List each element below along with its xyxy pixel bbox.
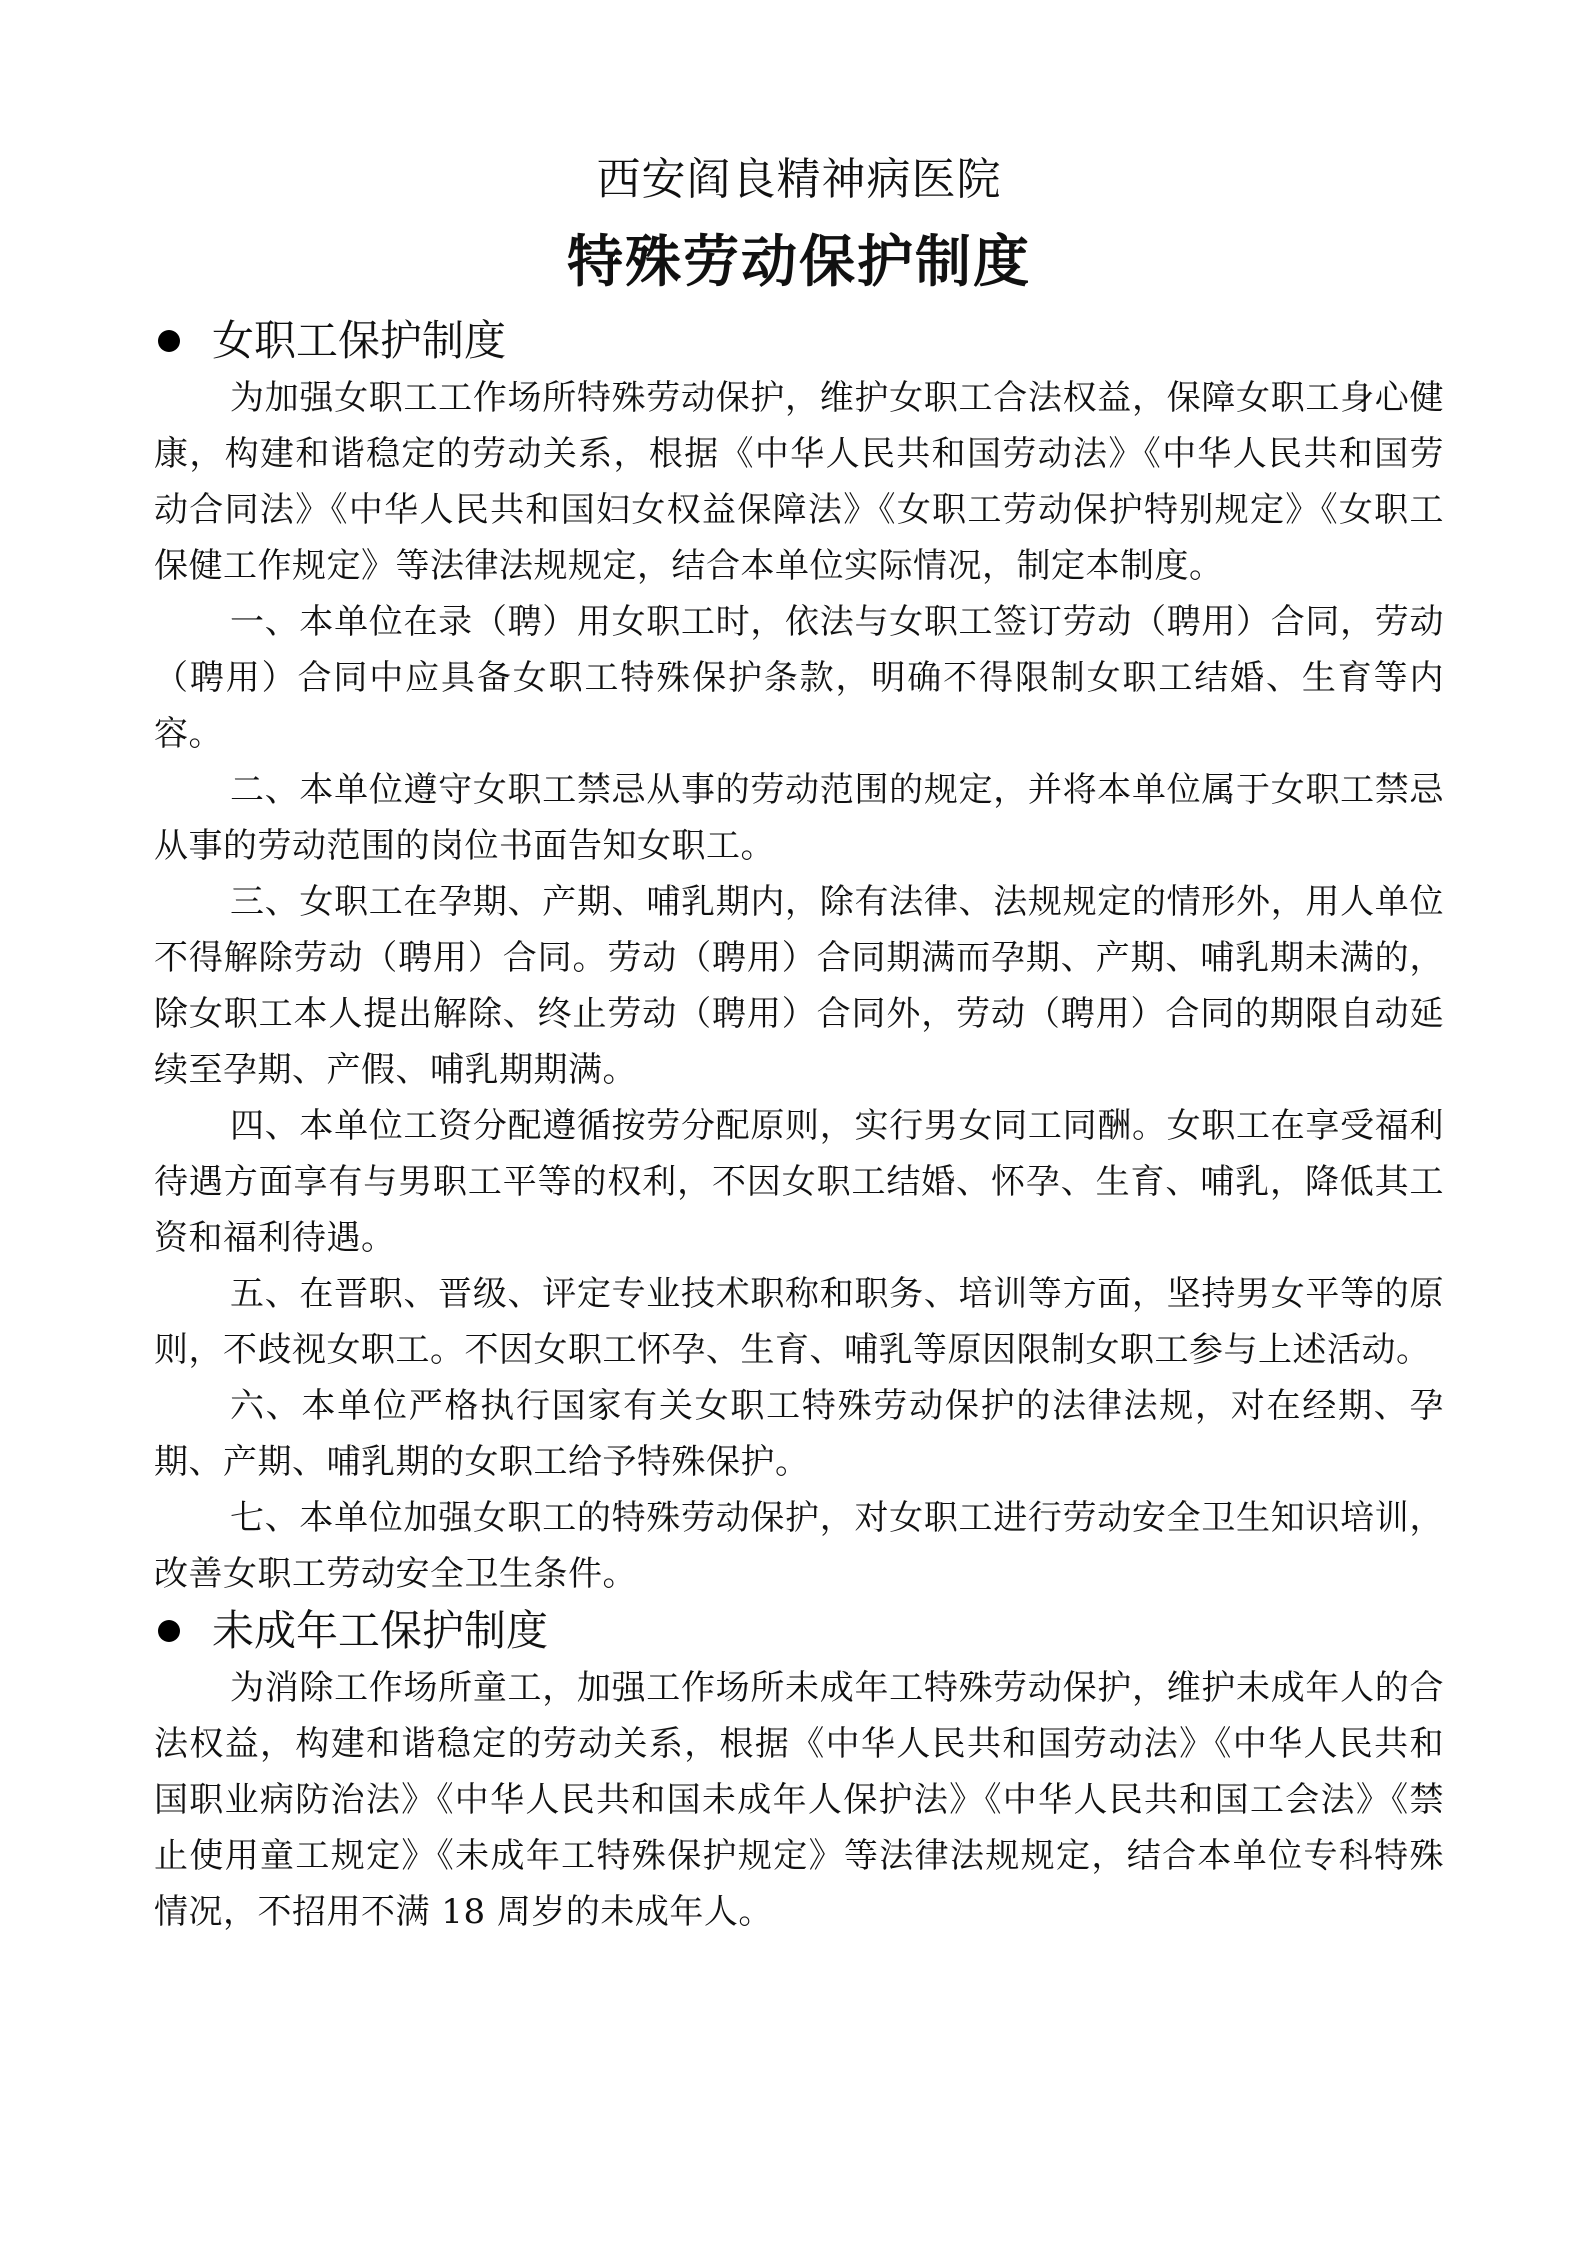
paragraph: 一、本单位在录（聘）用女职工时，依法与女职工签订劳动（聘用）合同，劳动（聘用）合同中应具备女职工特殊保护条款，明确不得限制女职工结婚、生育等内容。 xyxy=(154,602,1444,754)
paragraph: 七、本单位加强女职工的特殊劳动保护，对女职工进行劳动安全卫生知识培训，改善女职工劳动安全卫生条件。 xyxy=(154,1498,1444,1594)
section-heading-text: 未成年工保护制度 xyxy=(212,1606,549,1655)
paragraph: 为加强女职工工作场所特殊劳动保护，维护女职工合法权益，保障女职工身心健康，构建和谐稳定的劳动关系，根据《中华人民共和国劳动法》《中华人民共和国劳动合同法》《中华人民共和国妇女权益保障法》《女职工劳动保护特别规定》《女职工保健工作规定》等法律法规规定，结合本单位实际情况，制定本制度。 xyxy=(154,378,1444,586)
bullet-icon xyxy=(158,330,180,352)
document-title: 特殊劳动保护制度 xyxy=(567,229,1031,295)
paragraph: 五、在晋职、晋级、评定专业技术职称和职务、培训等方面，坚持男女平等的原则，不歧视女职工。不因女职工怀孕、生育、哺乳等原因限制女职工参与上述活动。 xyxy=(154,1274,1444,1370)
section-heading xyxy=(154,1602,1444,1660)
paragraph: 三、女职工在孕期、产期、哺乳期内，除有法律、法规规定的情形外，用人单位不得解除劳动（聘用）合同。劳动（聘用）合同期满而孕期、产期、哺乳期未满的，除女职工本人提出解除、终止劳动（聘用）合同外，劳动（聘用）合同的期限自动延续至孕期、产假、哺乳期期满。 xyxy=(154,882,1444,1090)
section-female-workers xyxy=(154,312,1444,1602)
bullet-icon xyxy=(158,1620,180,1642)
paragraph: 二、本单位遵守女职工禁忌从事的劳动范围的规定，并将本单位属于女职工禁忌从事的劳动范围的岗位书面告知女职工。 xyxy=(154,770,1444,866)
section-heading-text: 女职工保护制度 xyxy=(212,316,507,365)
section-heading xyxy=(154,312,1444,370)
section-minor-workers xyxy=(154,1602,1444,1940)
paragraph: 为消除工作场所童工，加强工作场所未成年工特殊劳动保护，维护未成年人的合法权益，构建和谐稳定的劳动关系，根据《中华人民共和国劳动法》《中华人民共和国职业病防治法》《中华人民共和国未成年人保护法》《中华人民共和国工会法》《禁止使用童工规定》《未成年工特殊保护规定》等法律法规规定，结合本单位专科特殊情况，不招用不满 18 周岁的未成年人。 xyxy=(154,1668,1444,1932)
paragraph: 四、本单位工资分配遵循按劳分配原则，实行男女同工同酬。女职工在享受福利待遇方面享有与男职工平等的权利，不因女职工结婚、怀孕、生育、哺乳，降低其工资和福利待遇。 xyxy=(154,1106,1444,1258)
paragraph: 六、本单位严格执行国家有关女职工特殊劳动保护的法律法规，对在经期、孕期、产期、哺乳期的女职工给予特殊保护。 xyxy=(154,1386,1444,1482)
document-page xyxy=(154,140,1444,1940)
organization-name: 西安阎良精神病医院 xyxy=(596,154,1002,205)
